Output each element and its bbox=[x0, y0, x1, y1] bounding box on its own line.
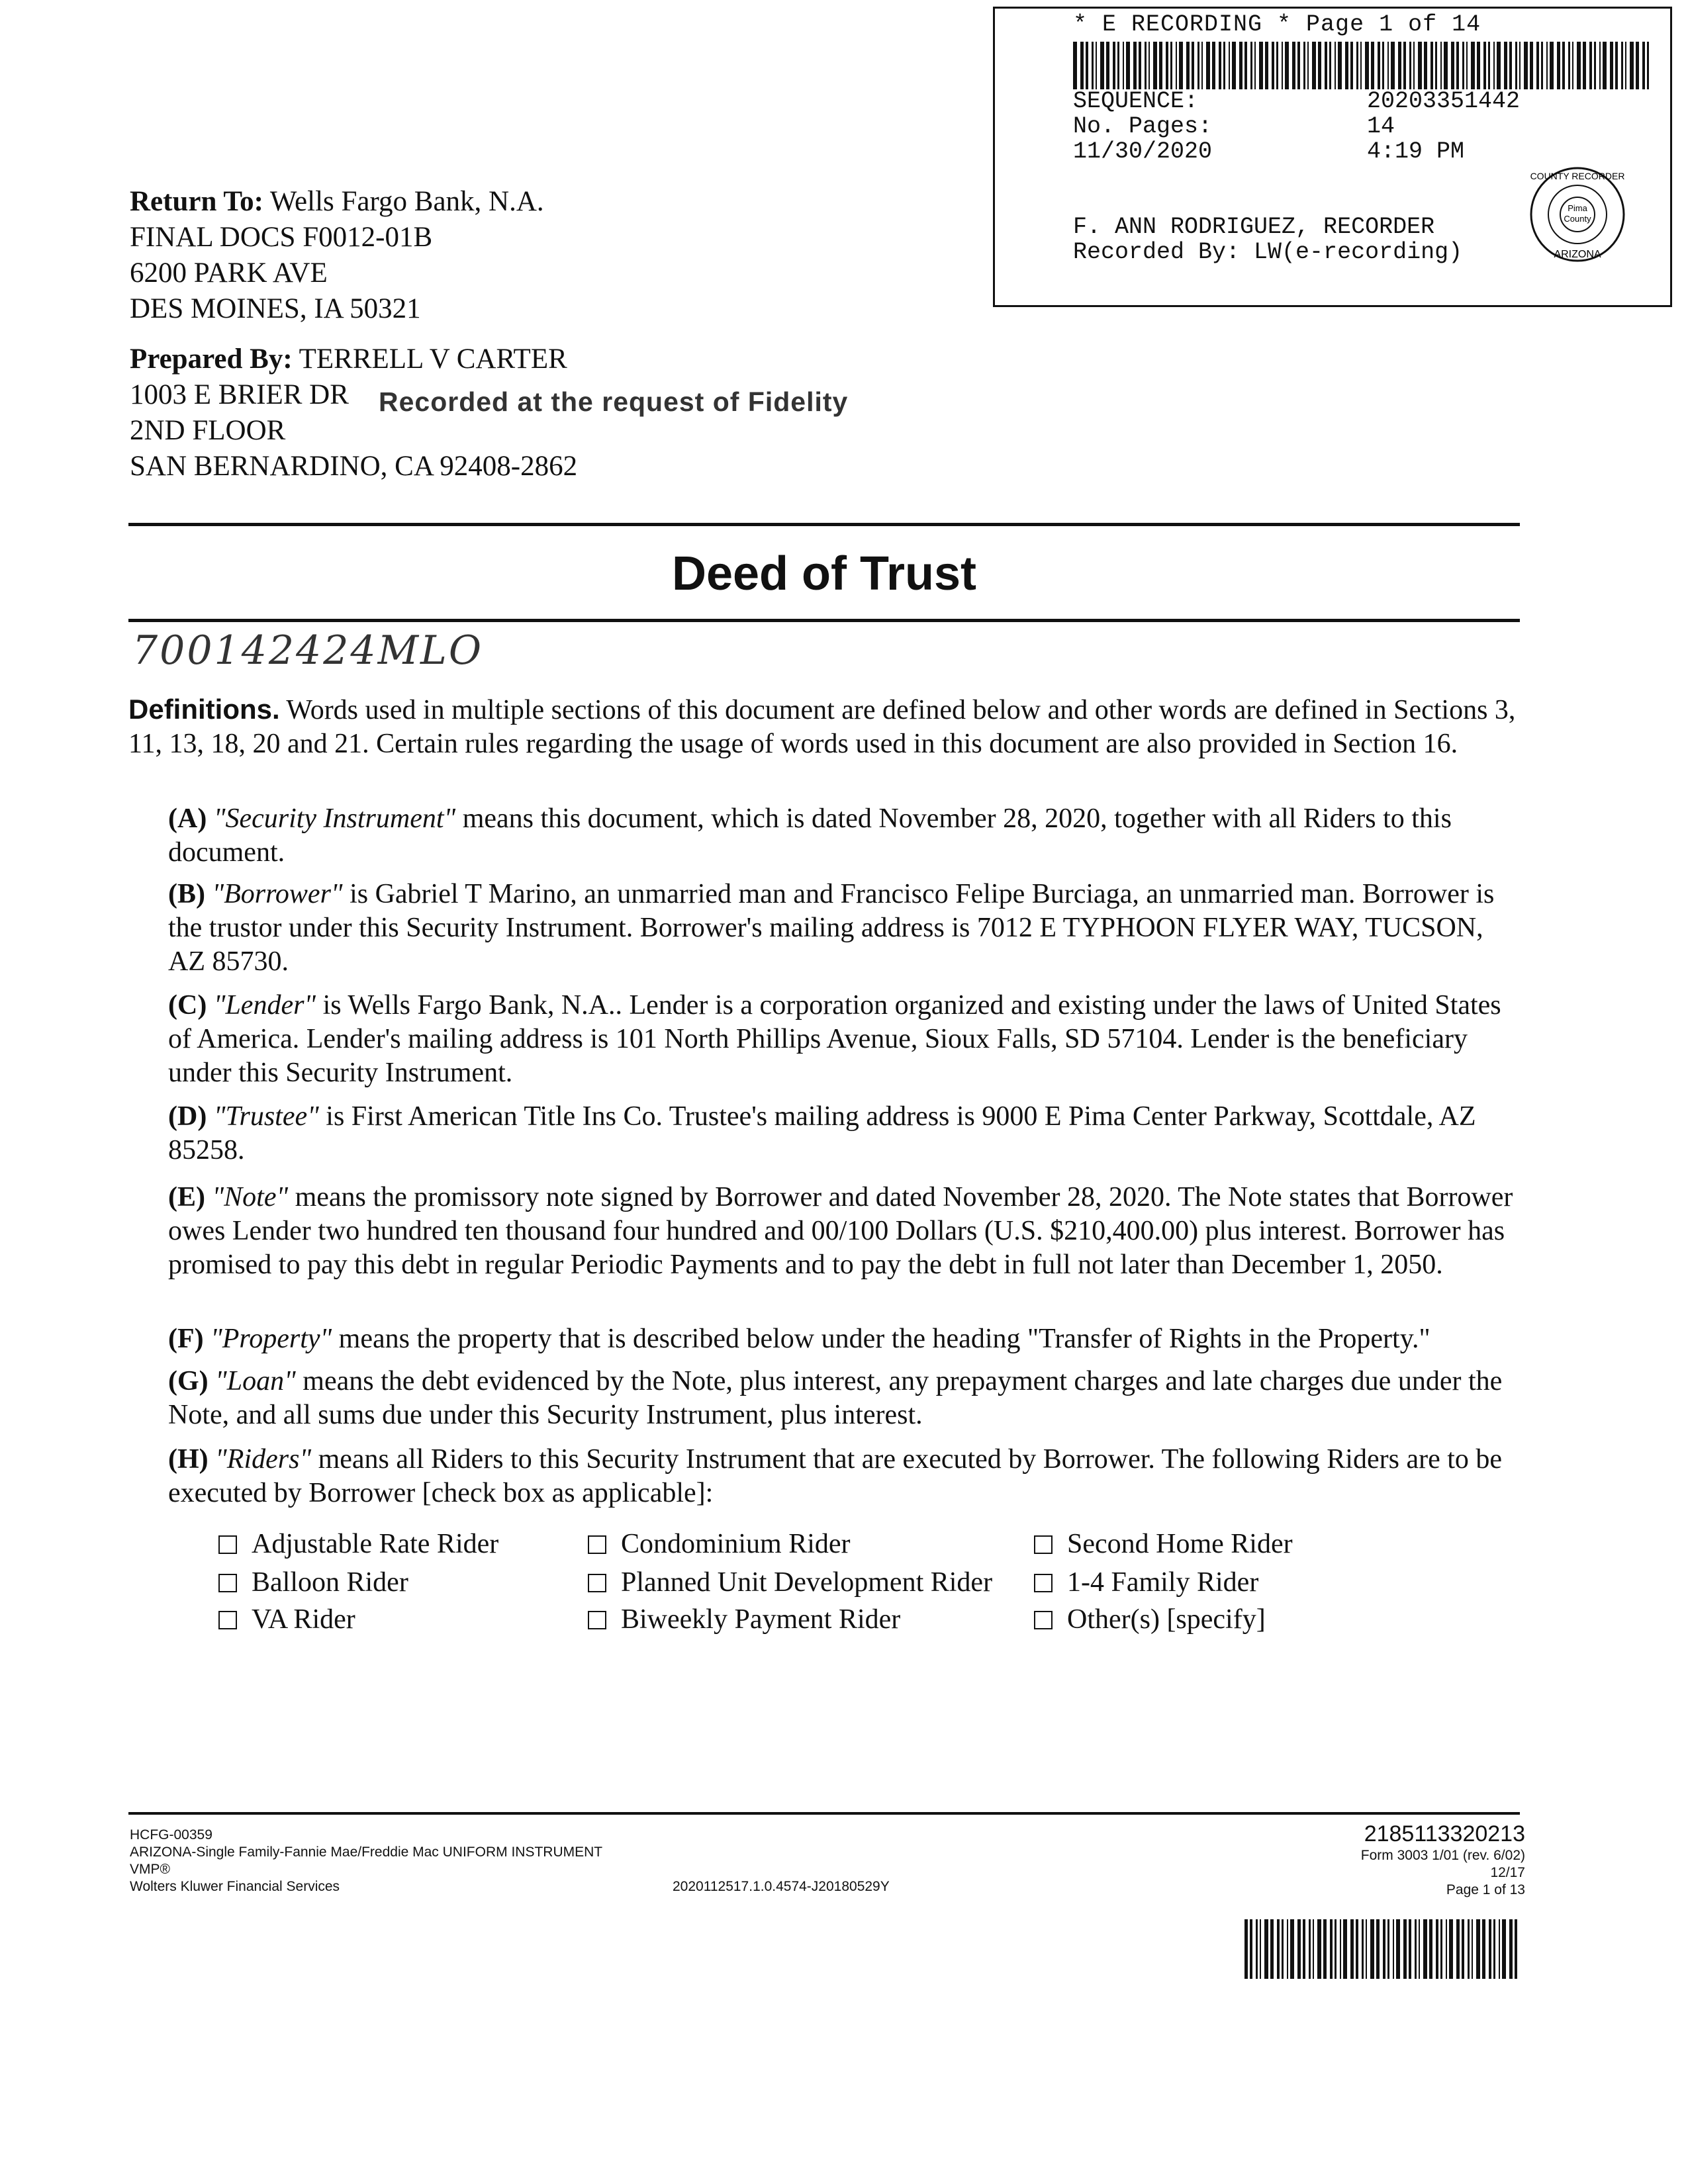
definition-label: (D) bbox=[168, 1101, 207, 1132]
rider-option bbox=[588, 1526, 851, 1562]
definition-text: is Wells Fargo Bank, N.A.. Lender is a corporation organized and existing under the laws of United States of America. Lender's mailing address is 101 North Phillips Avenue, Sioux Falls, SD 57104. Lender is the beneficiary under this Security Instrument. bbox=[168, 990, 1501, 1088]
definition-term: "Loan" bbox=[215, 1366, 296, 1396]
definitions-intro bbox=[128, 692, 1525, 761]
footer-form-code: HCFG-00359 bbox=[130, 1827, 212, 1843]
rider-option bbox=[218, 1602, 355, 1637]
rider-option bbox=[218, 1526, 498, 1562]
definition-item bbox=[168, 878, 1525, 979]
definition-label: (H) bbox=[168, 1444, 209, 1475]
footer-page: Page 1 of 13 bbox=[1446, 1882, 1525, 1897]
recorder-name: F. ANN RODRIGUEZ, RECORDER bbox=[1073, 214, 1435, 240]
definition-item bbox=[168, 1100, 1525, 1167]
definition-item bbox=[168, 802, 1525, 870]
checkbox-icon[interactable] bbox=[588, 1611, 606, 1629]
definition-item bbox=[168, 1322, 1525, 1356]
rider-label: Adjustable Rate Rider bbox=[252, 1529, 499, 1559]
footer-form-number: Form 3003 1/01 (rev. 6/02) bbox=[1360, 1848, 1525, 1863]
return-to-line4: DES MOINES, IA 50321 bbox=[130, 293, 421, 324]
recorded-by: Recorded By: LW(e-recording) bbox=[1073, 239, 1463, 265]
definition-text: is Gabriel T Marino, an unmarried man and Francisco Felipe Burciaga, an unmarried man. Borrower is the trustor under this Security Instrument. Borrower's mailing address is 7012 E TYPHOON FLYER WAY, TUCSON, AZ 85730. bbox=[168, 879, 1495, 977]
definition-text: means the property that is described below under the heading "Transfer of Rights in the Property." bbox=[338, 1324, 1430, 1354]
rider-label: Planned Unit Development Rider bbox=[621, 1567, 993, 1598]
prepared-by-line3: 2ND FLOOR bbox=[130, 415, 286, 446]
definitions-text: Words used in multiple sections of this document are defined below and other words are defined in Sections 3, 11, 13, 18, 20 and 21. Certain rules regarding the usage of words used in this document are also provided in Section 16. bbox=[128, 695, 1516, 759]
sequence-label: SEQUENCE: bbox=[1073, 88, 1199, 114]
definition-item bbox=[168, 989, 1525, 1090]
footer-revision: 12/17 bbox=[1490, 1865, 1525, 1880]
return-to-line1: Wells Fargo Bank, N.A. bbox=[269, 186, 544, 217]
definition-label: (F) bbox=[168, 1324, 204, 1354]
definition-term: "Riders" bbox=[215, 1444, 312, 1475]
svg-text:Pima: Pima bbox=[1568, 203, 1587, 213]
definition-term: "Note" bbox=[212, 1182, 289, 1212]
rider-option bbox=[1034, 1602, 1266, 1637]
return-to-label: Return To: bbox=[130, 186, 263, 217]
rider-label: Condominium Rider bbox=[621, 1529, 851, 1559]
rider-option bbox=[1034, 1526, 1293, 1562]
footer-rule bbox=[128, 1812, 1520, 1815]
footer-instrument: ARIZONA-Single Family-Fannie Mae/Freddie Mac UNIFORM INSTRUMENT bbox=[130, 1844, 603, 1860]
rider-label: Second Home Rider bbox=[1067, 1529, 1293, 1559]
return-to-line3: 6200 PARK AVE bbox=[130, 257, 328, 289]
rider-label: 1-4 Family Rider bbox=[1067, 1567, 1259, 1598]
prepared-by-line4: SAN BERNARDINO, CA 92408-2862 bbox=[130, 451, 578, 482]
return-to-block bbox=[130, 184, 544, 327]
recording-date: 11/30/2020 bbox=[1073, 138, 1213, 165]
sequence-value: 20203351442 bbox=[1367, 88, 1521, 114]
definition-label: (G) bbox=[168, 1366, 209, 1396]
definition-item bbox=[168, 1443, 1525, 1510]
definition-text: is First American Title Ins Co. Trustee's mailing address is 9000 E Pima Center Parkway, Scottdale, AZ 85258. bbox=[168, 1101, 1476, 1165]
definition-term: "Borrower" bbox=[212, 879, 343, 909]
definition-term: "Property" bbox=[211, 1324, 332, 1354]
definition-label: (E) bbox=[168, 1182, 205, 1212]
footer-left bbox=[130, 1827, 602, 1895]
definition-item bbox=[168, 1365, 1525, 1432]
definition-label: (B) bbox=[168, 879, 205, 909]
definition-text: means all Riders to this Security Instrument that are executed by Borrower. The following Riders are to be executed by Borrower [check box as applicable]: bbox=[168, 1444, 1503, 1508]
footer-vmp: VMP® bbox=[130, 1862, 170, 1877]
title-rule-top bbox=[128, 523, 1520, 526]
definition-text: means the promissory note signed by Borrower and dated November 28, 2020. The Note states that Borrower owes Lender two hundred ten thousand four hundred and 00/100 Dollars (U.S. $210,400.00) plus interest. Borrower has promised to pay this debt in regular Periodic Payments and to pay the debt in full not later than December 1, 2050. bbox=[168, 1182, 1513, 1280]
checkbox-icon[interactable] bbox=[1034, 1535, 1053, 1554]
svg-text:ARIZONA: ARIZONA bbox=[1554, 249, 1601, 260]
prepared-by-label: Prepared By: bbox=[130, 343, 293, 375]
definition-label: (A) bbox=[168, 803, 207, 834]
svg-text:COUNTY RECORDER: COUNTY RECORDER bbox=[1530, 171, 1625, 181]
document-title: Deed of Trust bbox=[671, 547, 977, 600]
rider-option bbox=[1034, 1565, 1258, 1600]
fidelity-stamp: Recorded at the request of Fidelity bbox=[379, 387, 849, 417]
return-to-line2: FINAL DOCS F0012-01B bbox=[130, 222, 433, 253]
definition-term: "Trustee" bbox=[213, 1101, 319, 1132]
rider-option bbox=[588, 1565, 992, 1600]
svg-text:County: County bbox=[1564, 214, 1591, 224]
county-seal bbox=[1528, 165, 1627, 264]
recording-stamp bbox=[993, 7, 1672, 307]
recording-header: * E RECORDING * Page 1 of 14 bbox=[1073, 11, 1481, 38]
title-rule-bottom bbox=[128, 619, 1520, 622]
prepared-by-line2: 1003 E BRIER DR bbox=[130, 379, 349, 410]
checkbox-icon[interactable] bbox=[218, 1535, 237, 1554]
handwritten-number: 700142424MLO bbox=[132, 627, 484, 674]
checkbox-icon[interactable] bbox=[588, 1535, 606, 1554]
pages-label: No. Pages: bbox=[1073, 113, 1213, 140]
checkbox-icon[interactable] bbox=[1034, 1574, 1053, 1592]
rider-option bbox=[588, 1602, 900, 1637]
checkbox-icon[interactable] bbox=[218, 1574, 237, 1592]
prepared-by-line1: TERRELL V CARTER bbox=[299, 343, 567, 375]
footer-loan-number: 2185113320213 bbox=[1364, 1821, 1525, 1846]
checkbox-icon[interactable] bbox=[218, 1611, 237, 1629]
footer-publisher: Wolters Kluwer Financial Services bbox=[130, 1879, 340, 1894]
pages-value: 14 bbox=[1367, 113, 1395, 140]
checkbox-icon[interactable] bbox=[588, 1574, 606, 1592]
definition-term: "Security Instrument" bbox=[213, 803, 456, 834]
recording-barcode bbox=[1073, 42, 1656, 89]
rider-label: Balloon Rider bbox=[252, 1567, 408, 1598]
definitions-lead: Definitions. bbox=[128, 694, 280, 725]
recording-time: 4:19 PM bbox=[1367, 138, 1465, 165]
definition-item bbox=[168, 1181, 1525, 1282]
checkbox-icon[interactable] bbox=[1034, 1611, 1053, 1629]
definition-label: (C) bbox=[168, 990, 207, 1021]
rider-option bbox=[218, 1565, 408, 1600]
definition-text: means the debt evidenced by the Note, plus interest, any prepayment charges and late charges due under the Note, and all sums due under this Security Instrument, plus interest. bbox=[168, 1366, 1503, 1430]
footer-right bbox=[1361, 1821, 1525, 1899]
rider-label: VA Rider bbox=[252, 1604, 355, 1635]
footer-barcode bbox=[1244, 1919, 1520, 1979]
rider-label: Other(s) [specify] bbox=[1067, 1604, 1266, 1635]
rider-label: Biweekly Payment Rider bbox=[621, 1604, 901, 1635]
definition-text: means this document, which is dated November 28, 2020, together with all Riders to this document. bbox=[168, 803, 1452, 868]
definition-term: "Lender" bbox=[213, 990, 316, 1021]
footer-tracking: 2020112517.1.0.4574-J20180529Y bbox=[673, 1879, 890, 1894]
